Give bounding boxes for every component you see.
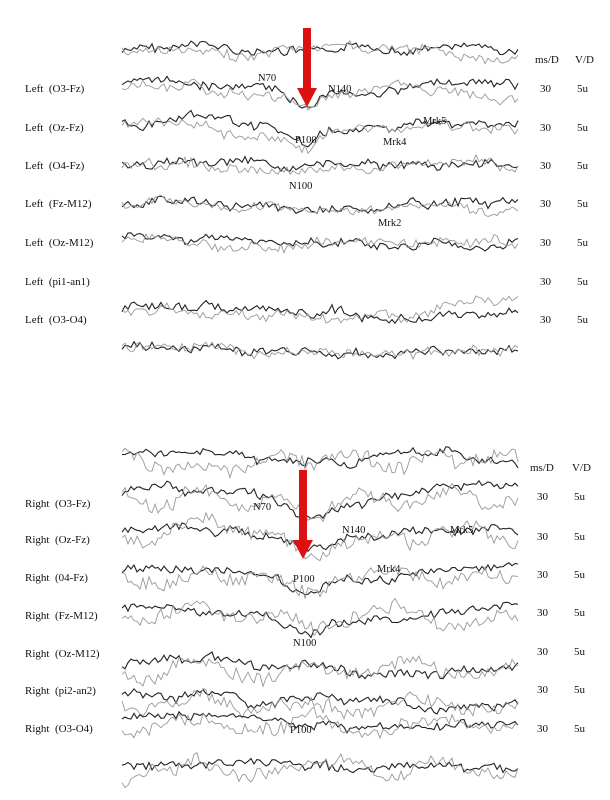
- channel-v: 5u: [577, 160, 588, 172]
- eeg-trace: [122, 76, 518, 108]
- marker-label: N70: [253, 502, 272, 513]
- marker-label: P100: [293, 574, 315, 585]
- channel-ms: 30: [540, 83, 551, 95]
- arrow-head: [297, 88, 317, 107]
- marker-label: N70: [258, 73, 277, 84]
- eeg-trace: [122, 233, 518, 251]
- channel-ms: 30: [537, 646, 548, 658]
- eeg-trace: [122, 301, 518, 324]
- stimulus-arrow: [293, 470, 313, 559]
- channel-label: Left (Oz-M12): [25, 237, 94, 249]
- channel-label: Right (O3-Fz): [25, 498, 91, 510]
- channel-v: 5u: [574, 607, 585, 619]
- eeg-trace: [122, 599, 518, 636]
- channel-v: 5u: [577, 122, 588, 134]
- header-v-per-div: V/D: [575, 54, 594, 66]
- traces-right: [122, 447, 518, 788]
- channel-label: Right (pi2-an2): [25, 685, 96, 697]
- channel-v: 5u: [574, 723, 585, 735]
- header-ms-per-div: ms/D: [530, 462, 554, 474]
- channel-v: 5u: [574, 646, 585, 658]
- channel-label: Left (O3-Fz): [25, 83, 85, 95]
- eeg-trace: [122, 41, 518, 55]
- channel-label: Left (Fz-M12): [25, 198, 92, 210]
- panel-left: [25, 28, 594, 359]
- channel-v: 5u: [574, 569, 585, 581]
- channel-ms: 30: [537, 491, 548, 503]
- marker-label: Mrk5: [450, 525, 474, 536]
- eeg-trace: [122, 118, 518, 153]
- panel-right: [25, 447, 591, 788]
- marker-label: Mrk4: [383, 137, 407, 148]
- eeg-trace: [122, 481, 518, 519]
- channel-label: Left (pi1-an1): [25, 276, 90, 288]
- channel-v: 5u: [574, 531, 585, 543]
- channel-v: 5u: [574, 684, 585, 696]
- traces-left: [122, 41, 518, 359]
- arrow-shaft: [299, 470, 307, 542]
- eeg-trace: [122, 602, 518, 637]
- marker-label: N140: [328, 84, 352, 95]
- channel-label: Left (O3-O4): [25, 314, 87, 326]
- marker-label: Mrk5: [423, 116, 447, 127]
- marker-label: P100: [290, 725, 312, 736]
- stimulus-arrow: [297, 28, 317, 107]
- channel-label: Right (O3-O4): [25, 723, 93, 735]
- marker-label: Mrk4: [377, 564, 401, 575]
- header-ms-per-div: ms/D: [535, 54, 559, 66]
- channel-ms: 30: [537, 684, 548, 696]
- eeg-trace: [122, 753, 518, 788]
- channel-ms: 30: [540, 198, 551, 210]
- channel-v: 5u: [577, 314, 588, 326]
- channel-ms: 30: [537, 531, 548, 543]
- marker-label: Mrk2: [378, 218, 402, 229]
- eeg-trace: [122, 342, 518, 359]
- eeg-trace: [122, 234, 518, 253]
- channel-v: 5u: [577, 198, 588, 210]
- channel-ms: 30: [537, 607, 548, 619]
- marker-label: N100: [289, 181, 313, 192]
- channel-label: Right (Oz-Fz): [25, 534, 90, 546]
- eeg-trace: [122, 513, 518, 561]
- channel-label: Left (Oz-Fz): [25, 122, 84, 134]
- channel-label: Left (O4-Fz): [25, 160, 85, 172]
- marker-label: N100: [293, 638, 317, 649]
- marker-label: N140: [342, 525, 366, 536]
- channel-label: Right (Fz-M12): [25, 610, 98, 622]
- channel-label: Right (Oz-M12): [25, 648, 100, 660]
- channel-ms: 30: [540, 160, 551, 172]
- eeg-trace: [122, 157, 518, 172]
- channel-v: 5u: [577, 237, 588, 249]
- channel-ms: 30: [540, 122, 551, 134]
- channel-v: 5u: [577, 83, 588, 95]
- channel-v: 5u: [577, 276, 588, 288]
- eeg-trace: [122, 196, 518, 213]
- header-v-per-div: V/D: [572, 462, 591, 474]
- eeg-trace: [122, 155, 518, 174]
- channel-ms: 30: [540, 276, 551, 288]
- channel-label: Right (04-Fz): [25, 572, 88, 584]
- arrow-shaft: [303, 28, 311, 90]
- marker-label: P100: [295, 135, 317, 146]
- channel-ms: 30: [540, 314, 551, 326]
- channel-v: 5u: [574, 491, 585, 503]
- channel-ms: 30: [540, 237, 551, 249]
- eeg-trace: [122, 689, 518, 714]
- channel-ms: 30: [537, 723, 548, 735]
- channel-ms: 30: [537, 569, 548, 581]
